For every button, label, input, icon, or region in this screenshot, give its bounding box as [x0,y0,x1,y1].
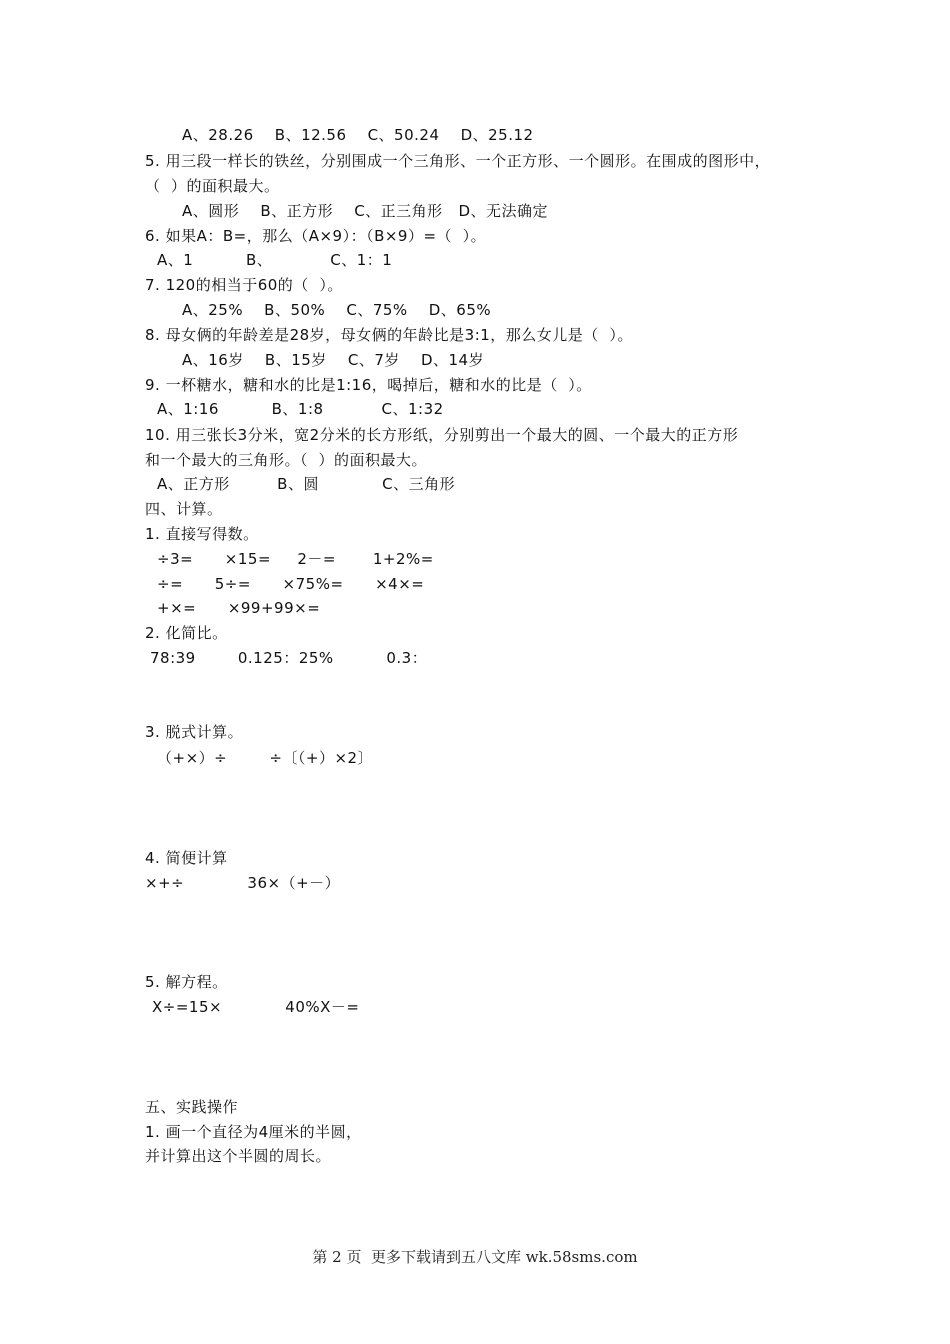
practice-1-line1: 1. 画一个直径为4厘米的半圆， [145,1123,362,1141]
q9-options: A、1:16 B、1:8 C、1:32 [157,400,444,418]
q10-options: A、正方形 B、圆 C、三角形 [157,475,456,493]
q6-question: 6. 如果A：B=，那么（A×9）：（B×9）=（ ）。 [145,227,487,245]
q6-options: A、1 B、 C、1：1 [157,251,393,269]
section-5-heading: 五、实践操作 [145,1098,239,1116]
q5-question-line2: （ ）的面积最大。 [145,177,280,195]
calc-5-heading: 5. 解方程。 [145,973,228,991]
q10-question-line1: 10. 用三张长3分米，宽2分米的长方形纸，分别剪出一个最大的圆、一个最大的正方形 [145,426,739,444]
calc-3-row: （+×）÷ ÷〔（+）×2〕 [157,749,374,767]
calc-5-row: X÷=15× 40%X－= [152,998,360,1016]
calc-4-row: ×+÷ 36×（+－） [145,874,341,892]
calc-3-heading: 3. 脱式计算。 [145,723,244,741]
practice-1-line2: 并计算出这个半圆的周长。 [145,1147,332,1165]
calc-1-row2: ÷= 5÷= ×75%= ×4×= [157,575,425,593]
q5-options: A、圆形 B、正方形 C、正三角形 D、无法确定 [182,202,549,220]
calc-2-heading: 2. 化简比。 [145,624,228,642]
section-4-heading: 四、计算。 [145,500,223,518]
calc-1-row3: +×= ×99+99×= [157,599,321,617]
q9-question: 9. 一杯糖水，糖和水的比是1:16，喝掉后，糖和水的比是（ ）。 [145,376,592,394]
q8-options: A、16岁 B、15岁 C、7岁 D、14岁 [182,351,485,369]
q8-question: 8. 母女俩的年龄差是28岁，母女俩的年龄比是3:1，那么女儿是（ ）。 [145,326,633,344]
q7-question: 7. 120的相当于60的（ ）。 [145,276,343,294]
calc-1-heading: 1. 直接写得数。 [145,525,259,543]
calc-4-heading: 4. 简便计算 [145,849,228,867]
calc-2-row: 78:39 0.125：25% 0.3： [150,649,428,667]
q4-options: A、28.26 B、12.56 C、50.24 D、25.12 [182,126,534,144]
calc-1-row1: ÷3= ×15= 2－= 1+2%= [157,550,434,568]
q10-question-line2: 和一个最大的三角形。（ ）的面积最大。 [145,451,428,469]
q7-options: A、25% B、50% C、75% D、65% [182,301,492,319]
q5-question-line1: 5. 用三段一样长的铁丝，分别围成一个三角形、一个正方形、一个圆形。在围成的图形中， [145,152,771,170]
page-footer: 第 2 页 更多下载请到五八文库 wk.58sms.com [312,1248,638,1266]
